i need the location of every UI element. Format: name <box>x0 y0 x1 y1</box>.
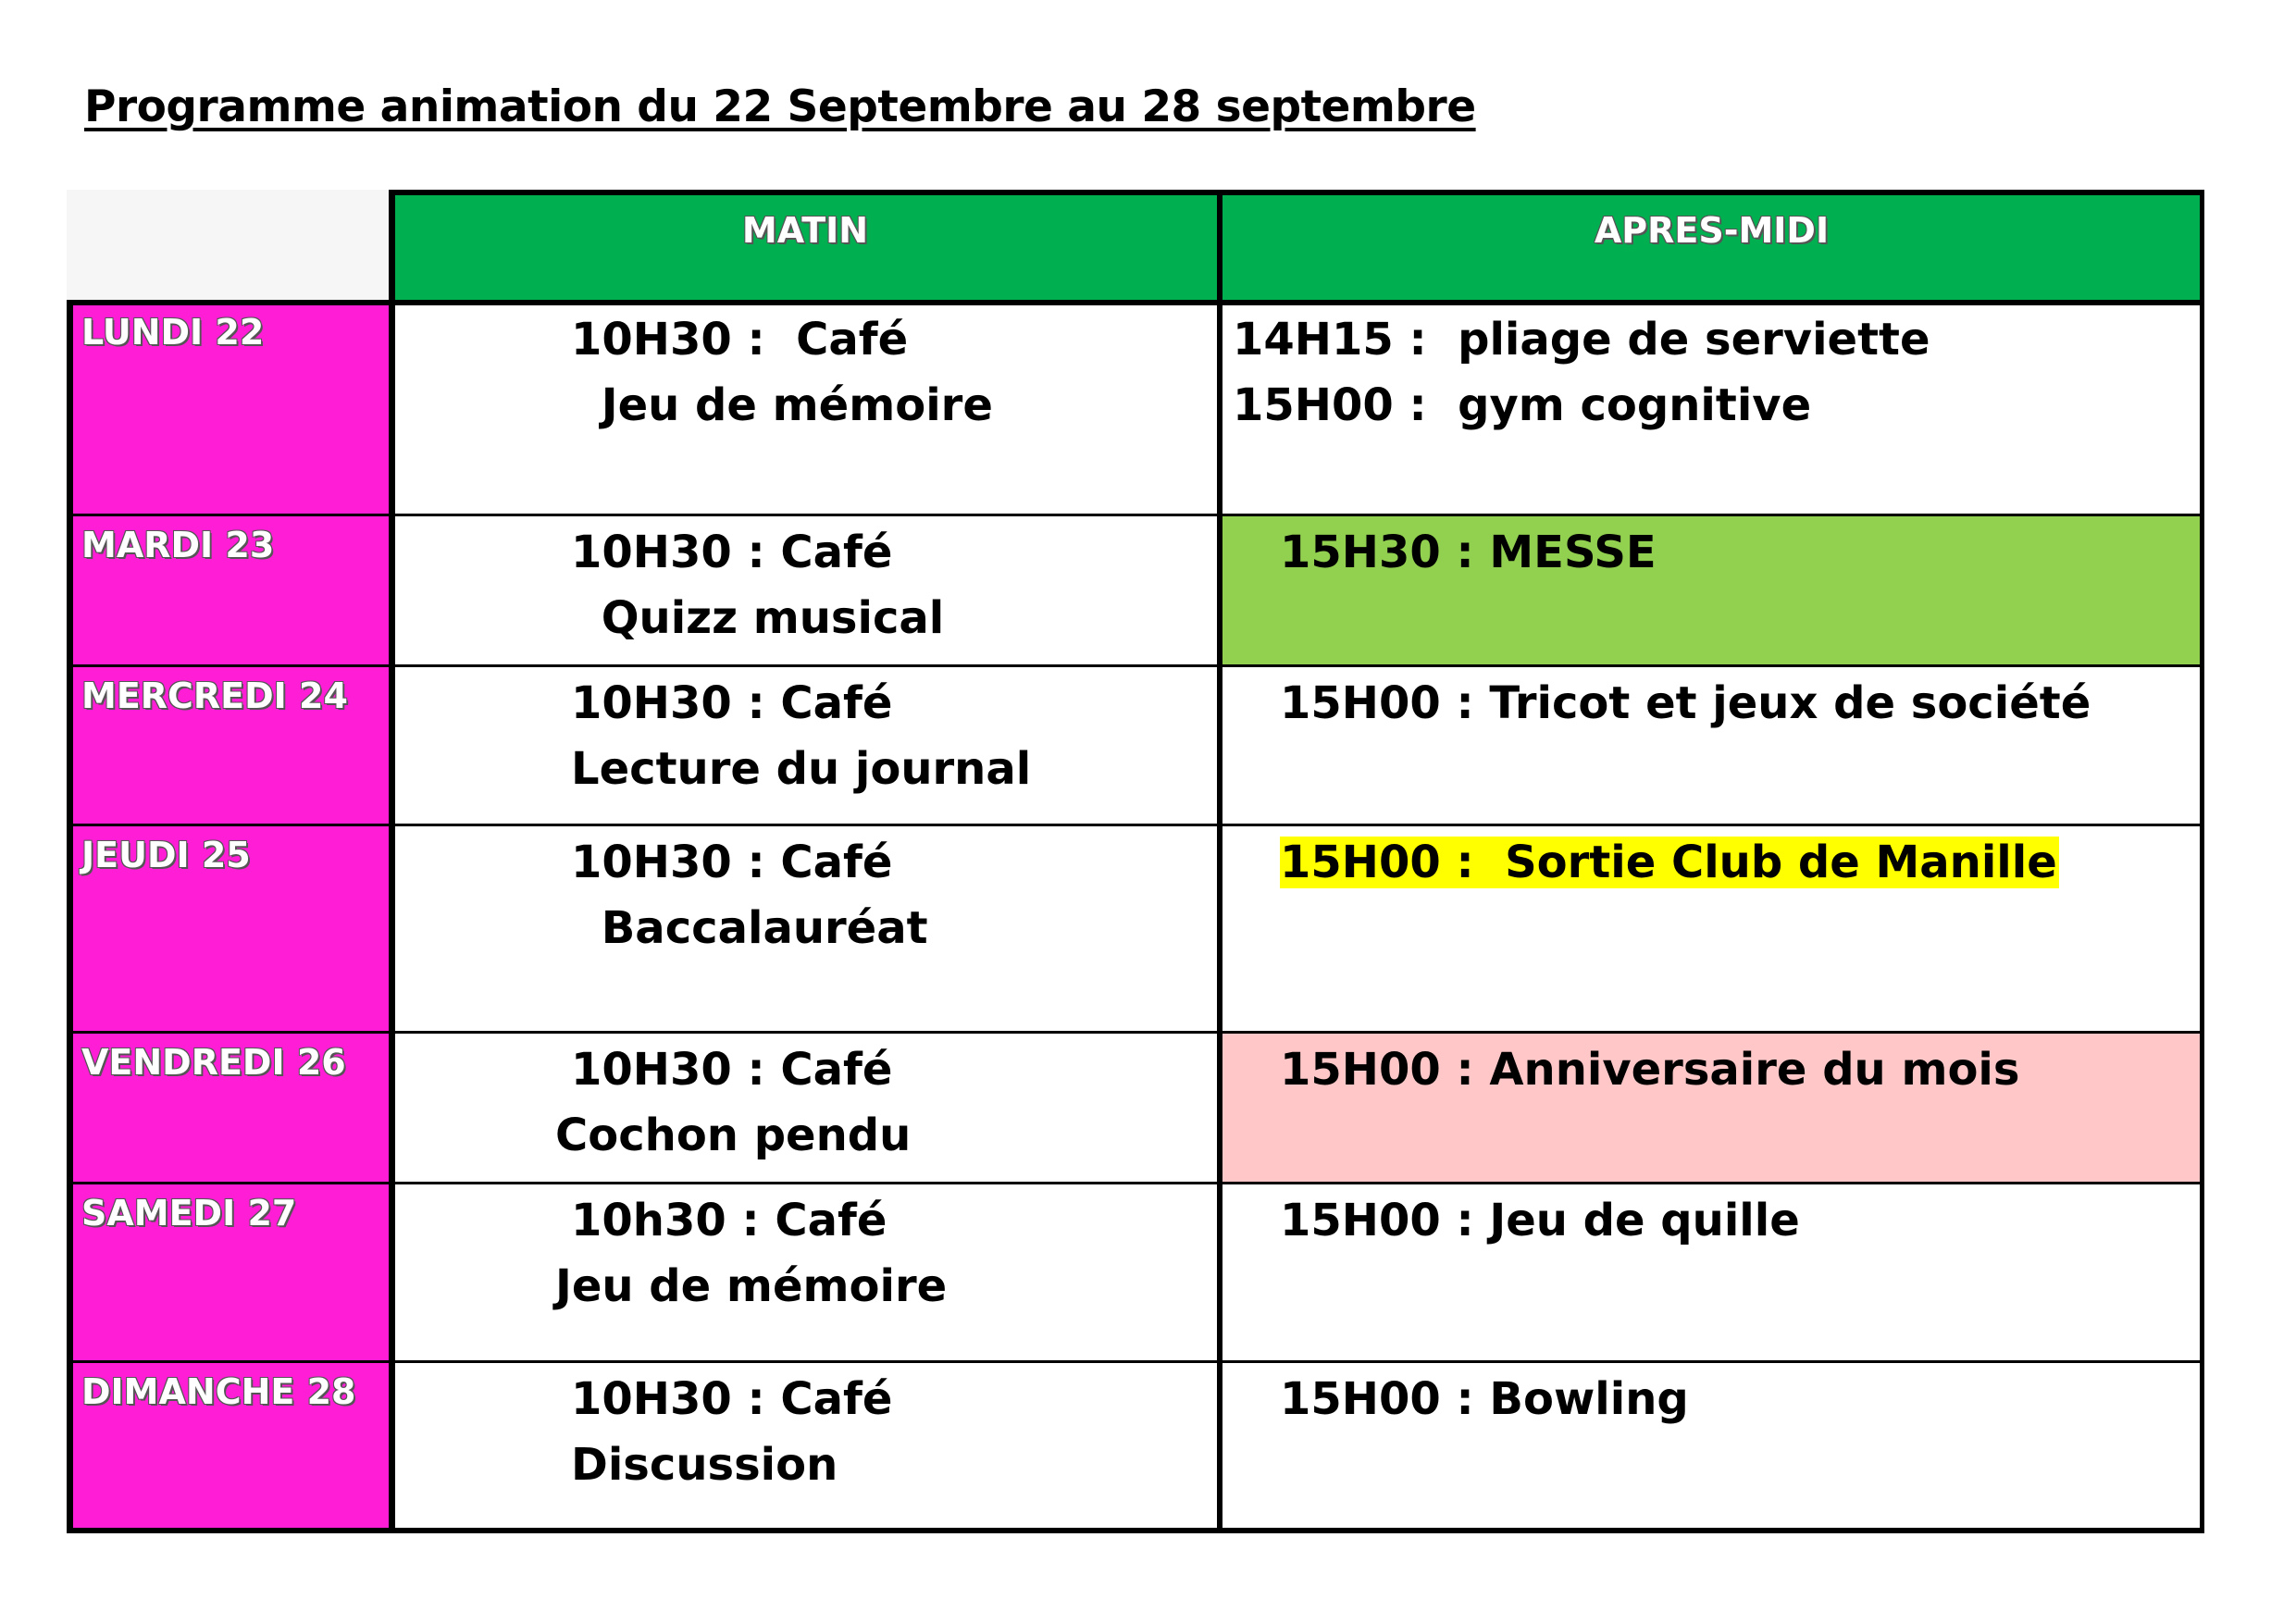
table-border <box>67 1031 2204 1034</box>
table-border <box>1217 190 1222 1533</box>
day-cell-samedi <box>67 1184 391 1362</box>
activity-line: 10H30 : Café <box>571 527 893 578</box>
activity-line: Quizz musical <box>586 592 945 644</box>
afternoon-cell-jeudi <box>1219 825 2204 1033</box>
activity-line: 15H00 : Bowling <box>1280 1373 1689 1425</box>
activity-line: 15H00 : Tricot et jeux de société <box>1280 677 2091 729</box>
morning-cell-mardi <box>391 515 1219 666</box>
day-label: JEUDI 25 <box>81 835 251 875</box>
activity-line: 10h30 : Café <box>571 1195 887 1246</box>
day-cell-vendredi <box>67 1033 391 1184</box>
afternoon-cell-dimanche <box>1219 1362 2204 1533</box>
afternoon-cell-vendredi <box>1219 1033 2204 1184</box>
header-morning-label: MATIN <box>741 210 869 251</box>
table-border <box>67 824 2204 826</box>
day-cell-dimanche <box>67 1362 391 1533</box>
table-border <box>389 190 395 1533</box>
activity-line: Baccalauréat <box>586 902 928 954</box>
header-afternoon <box>1219 190 2204 303</box>
afternoon-cell-lundi <box>1219 303 2204 515</box>
activity-line: Lecture du journal <box>571 743 1032 795</box>
activity-line: 15H00 : Jeu de quille <box>1280 1195 1800 1246</box>
activity-line: 10H30 : Café <box>571 314 909 366</box>
table-border <box>67 300 2204 305</box>
activity-line: 10H30 : Café <box>571 837 893 888</box>
afternoon-cell-mardi <box>1219 515 2204 666</box>
day-cell-mardi <box>67 515 391 666</box>
activity-line: 10H30 : Café <box>571 1373 893 1425</box>
activity-line: 14H15 : pliage de serviette <box>1233 314 1930 366</box>
afternoon-cell-mercredi <box>1219 666 2204 825</box>
activity-line: 10H30 : Café <box>571 677 893 729</box>
day-label: DIMANCHE 28 <box>81 1371 356 1412</box>
activity-line: 15H00 : gym cognitive <box>1233 379 1812 431</box>
day-label: MERCREDI 24 <box>81 676 348 716</box>
table-border <box>67 514 2204 516</box>
activity-line: Jeu de mémoire <box>586 379 993 431</box>
table-border <box>67 1182 2204 1184</box>
header-morning <box>391 190 1219 303</box>
morning-cell-vendredi <box>391 1033 1219 1184</box>
table-border <box>67 1528 2204 1533</box>
morning-cell-mercredi <box>391 666 1219 825</box>
table-border <box>2200 190 2204 1533</box>
day-label: LUNDI 22 <box>81 312 265 353</box>
morning-cell-dimanche <box>391 1362 1219 1533</box>
table-border <box>389 190 2204 195</box>
day-label: VENDREDI 26 <box>81 1042 346 1083</box>
day-label: MARDI 23 <box>81 525 275 565</box>
table-border <box>67 1360 2204 1363</box>
activity-line: 10H30 : Café <box>571 1044 893 1096</box>
table-border <box>67 303 73 1533</box>
activity-line: Discussion <box>571 1439 838 1491</box>
page-title: Programme animation du 22 Septembre au 28 septembre <box>84 81 1476 132</box>
activity-line: 15H00 : Anniversaire du mois <box>1280 1044 2020 1096</box>
day-cell-mercredi <box>67 666 391 825</box>
afternoon-cell-samedi <box>1219 1184 2204 1362</box>
schedule-table <box>67 190 2204 1533</box>
morning-cell-jeudi <box>391 825 1219 1033</box>
morning-cell-lundi <box>391 303 1219 515</box>
day-label: SAMEDI 27 <box>81 1193 297 1233</box>
highlighted-activity: 15H00 : Sortie Club de Manille <box>1280 837 2057 888</box>
table-border <box>67 664 2204 667</box>
header-afternoon-label: APRES-MIDI <box>1594 210 1830 251</box>
day-cell-jeudi <box>67 825 391 1033</box>
morning-cell-samedi <box>391 1184 1219 1362</box>
activity-line: 15H30 : MESSE <box>1280 527 1657 578</box>
activity-line: Jeu de mémoire <box>555 1260 948 1312</box>
activity-line: Cochon pendu <box>555 1110 912 1161</box>
day-cell-lundi <box>67 303 391 515</box>
